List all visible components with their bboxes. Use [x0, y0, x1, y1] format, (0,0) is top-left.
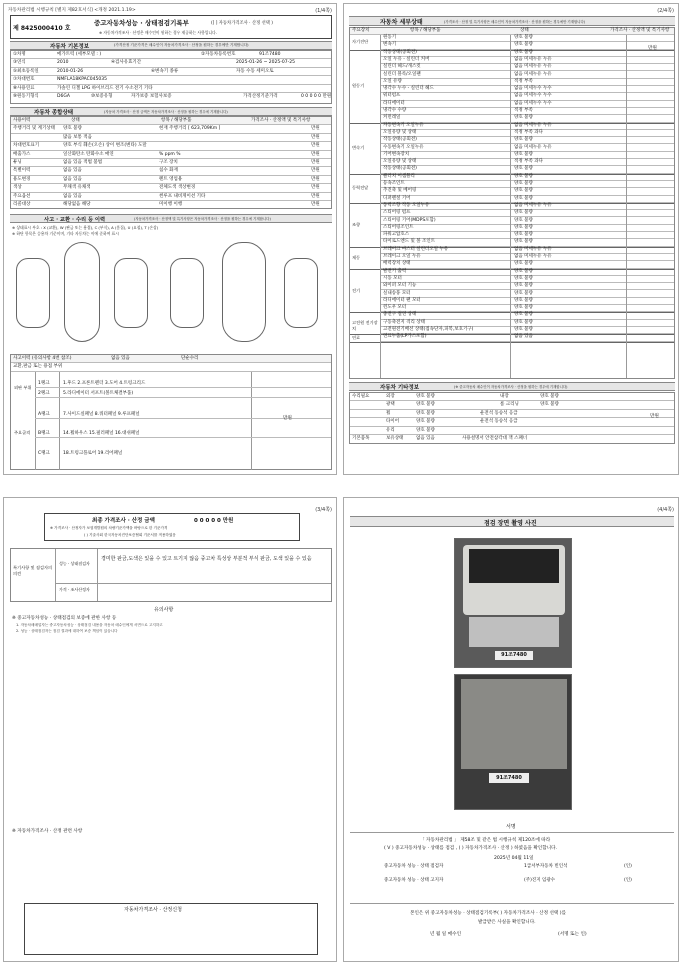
detail-row: 기어변속장치 양호 불량 — [380, 152, 674, 159]
detail-row: 충전구 절연 상태 양호 불량 — [380, 312, 674, 319]
summary-row: 배출가스 일산화탄소 탄화수소 매연 % ppm % 만원 — [11, 151, 331, 159]
other-row: 기본품목 보유상태 없음 있음 사용설명서 안전삼각대 잭 스패너 — [352, 436, 528, 441]
detail-row: 시동 모터 양호 불량 — [380, 276, 674, 283]
truck-rear-photo — [454, 674, 572, 810]
other-table — [349, 392, 675, 444]
other-amount: 만원 — [650, 414, 659, 419]
summary-row: 주행거리 및 계기상태 양호 불량 현재 주행거리 [ 623,709Km ] 만원 — [11, 125, 331, 133]
detail-row: 라디에이터 팬 모터 양호 불량 — [380, 298, 674, 305]
detail-row: 발전기 출력 양호 불량 — [380, 269, 674, 276]
divider — [380, 35, 381, 378]
detail-row: 실내송풍 모터 양호 불량 — [380, 291, 674, 298]
page-2 — [343, 3, 679, 475]
inspector-label: 성능 · 상태점검자 — [59, 561, 90, 566]
basic-row: ⑧사용연료 가솔린 디젤 LPG 하이브리드 전기 수소전기 기타 — [11, 85, 331, 93]
detail-row: 구동축전지 격리 상태 양호 불량 — [380, 320, 674, 327]
detail-table — [349, 27, 675, 379]
bottom-line-3: 년 월 일 매수인 — [430, 932, 462, 937]
detail-row: 냉각수 누수 - 실린더 헤드 없음 미세누수 누수 — [380, 86, 674, 93]
outer-label: 외판 부위 — [14, 385, 32, 390]
car-right-frame-icon — [284, 258, 318, 328]
detail-amount: 만원 — [648, 46, 657, 51]
bottom-line-1: 본인은 위 중고자동차성능 · 상태점검기록부( ) 자동차가격조사 · 산정 선택 )를 — [410, 911, 567, 916]
total-label: 최종 가격조사 · 산정 금액 — [92, 518, 155, 524]
basic-info-note: (가격산정 기준가격은 매수인이 자동차가격조사 · 산정을 원하는 경우에만 기재합니다) — [114, 43, 249, 47]
rank-row: A랭크 7.사이드실패널 8.쿼터패널 9.루프패널 — [35, 411, 331, 419]
summary-row: 튜닝 없음 있음 적법 불법 구조 장치 만원 — [11, 159, 331, 167]
detail-row: 커먼레일 양호 불량 — [380, 115, 674, 122]
summary-row: 리콜대상 해당없음 해당 미이행 이행 만원 — [13, 202, 320, 207]
accident-table — [10, 354, 332, 470]
divider — [350, 903, 674, 904]
accident-amount: 만원 — [283, 416, 292, 421]
detail-row: 디퍼렌셜 기어 양호 불량 — [380, 196, 674, 203]
detail-row: 실린더 헤드/개스킷 없음 미세누유 누유 — [380, 64, 674, 71]
detail-row: 추진축 및 베어링 양호 불량 — [380, 188, 674, 195]
car-right-side-icon — [114, 258, 148, 328]
detail-row: 워터펌프 없음 미세누수 누수 — [380, 93, 674, 100]
accident-legend: ※ 상태표시 부호 : X (교환), W (판금 또는 용접), C (부식), A (흠집), U (요철), T (손상) — [12, 225, 159, 230]
title-note: ※ 자동차가격조사 · 산정은 매수인이 원하는 경우 제공하는 사항입니다. — [99, 30, 217, 35]
detail-row: 연료누출(LP가스포함) 없음 있음 — [380, 334, 674, 341]
detail-row: 와이퍼 모터 기능 양호 불량 — [380, 283, 674, 290]
special-label: 특기사항 및 점검자의 의견 — [13, 565, 53, 576]
detail-group-label: 제동 — [352, 254, 361, 260]
accident-title: 사고 · 교환 · 수리 등 이력 — [44, 217, 106, 223]
grille — [469, 617, 559, 647]
detail-row: 스티어링 펌프 양호 불량 — [380, 210, 674, 217]
detail-row: 작동상태(공회전) 양호 불량 — [380, 50, 674, 57]
front-plate: 91조7480 — [495, 651, 533, 660]
summary-row: 많음 보통 적음 만원 — [11, 134, 331, 142]
detail-row: 자동변속기 오일누유 없음 미세누유 누유 — [380, 123, 674, 130]
basic-row: ①차명 메가트럭 (세부모델 : ) ②자동차등록번호 91조7480 — [11, 51, 331, 59]
title-option: ([ ] 자동차가격조사 · 산정 선택 ) — [211, 21, 273, 26]
detail-row: 냉각수 수량 적정 부족 — [380, 108, 674, 115]
notice-h1: ※ 중고자동차성능 · 상태점검의 보증에 관한 사항 등 — [12, 616, 117, 621]
summary-row: 차대번호표기 양호 부식 훼손(오손) 상이 변조(변타) 도말 만원 — [11, 142, 331, 150]
detail-row: 작동상태(공회전) 양호 불량 — [380, 137, 674, 144]
car-left-side-icon — [16, 258, 50, 328]
detail-row: 윈도우 모터 양호 불량 — [380, 305, 674, 312]
detail-row: 동력조향 작동 오일누유 없음 미세누유 누유 — [380, 203, 674, 210]
basic-info-title: 자동차 기본정보 — [50, 44, 90, 50]
car-frame-icon — [222, 242, 266, 342]
car-top-view-icon — [64, 242, 100, 342]
sign-row: 중고자동차 성능 · 상태 점검자 1급서부자동차 빈인석 (인) — [384, 864, 632, 869]
total-note: ※ 가격조사 · 산정자가 보험개발원의 차량기준가액을 바탕으로 한 기준가격 — [50, 526, 168, 530]
detail-row: 배력장치 상태 양호 불량 — [380, 261, 674, 268]
doc-number: 제 8425000410 호 — [13, 25, 71, 32]
notice-line: 1. 자동차매매업자는 중고자동차성능 · 상태점검 내용을 자동차 매수인에게 서면으로 고지하고 — [16, 623, 163, 627]
detail-row: 브레이크 마스터 실린더오일 누유 없음 미세누유 누유 — [380, 247, 674, 254]
cargo-door — [461, 679, 567, 769]
summary-head-row: 사용이력 상태 항목 / 해당부품 가격조사 · 산정액 및 특기사항 — [11, 117, 331, 125]
law-line-1: 「 자동차관리법 」 제58조 및 같은 법 시행규칙 제120조에 따라 — [420, 838, 551, 843]
notice-body — [16, 623, 326, 823]
summary-note: (자동차 가격조사 · 산정 금액은 자동차가격조사 · 산정을 원하는 경우에 기재합니다) — [104, 110, 228, 114]
other-note: (※ 중고자동차 매수인이 자동차가격조사 · 산정을 원하는 경우에 기재합니다) — [454, 385, 568, 389]
summary-row: 주요옵션 없음 있음 썬루프 내비게이션 기타 만원 — [11, 193, 331, 201]
other-row: 휠 양호 불량 운전석 동승석 응급 — [350, 410, 674, 418]
detail-row: 파워고압호스 양호 불량 — [380, 232, 674, 239]
rank-row: 1랭크 1.후드 2.프론트펜더 3.도어 4.트렁크리드 — [35, 380, 331, 388]
detail-row: 작동상태(공회전) 양호 불량 — [380, 166, 674, 173]
detail-row: 라디에이터 없음 미세누수 누수 — [380, 101, 674, 108]
page4-number: (4/4쪽) — [657, 507, 674, 513]
detail-row: 원동기 양호 불량 — [380, 35, 674, 42]
bottom-line-4: (서명 또는 인) — [558, 932, 587, 937]
page1-number: (1/4쪽) — [315, 8, 332, 14]
page3-number: (3/4쪽) — [315, 507, 332, 513]
other-row: 타이어 양호 불량 운전석 동승석 응급 — [350, 418, 674, 426]
detail-group-label: 고전원 전기장치 — [352, 320, 378, 332]
sign-title: 서명 — [506, 824, 516, 830]
rank-row: B랭크 14.휠하우스 15.필러패널 16.대쉬패널 — [35, 430, 331, 438]
detail-group-label: 전기 — [352, 287, 361, 293]
detail-row: 클러치 어셈블리 양호 불량 — [380, 174, 674, 181]
sign-date: 2025년 04월 11일 — [494, 856, 534, 861]
other-row: 광택 양호 불량 룸 크리닝 양호 불량 — [350, 401, 674, 409]
total-note2: ( ) 기술사회 한국자동차진단보증협회 기준서를 적용하였음 — [84, 533, 176, 537]
page1-header: 자동차관리법 시행규칙 [별지 제82호서식] <개정 2021.1.19> — [8, 8, 136, 13]
divider — [55, 549, 56, 601]
car-diagram-frame — [164, 238, 324, 348]
detail-title: 자동차 세부상태 — [380, 19, 423, 26]
divider — [55, 583, 331, 584]
divider — [510, 35, 511, 378]
detail-note: (가격조사 · 산정 및 특기사항은 매수인이 자동차가격조사 · 산정을 원하는 경우에만 기재합니다) — [444, 20, 586, 24]
accident-legend2: ※ 하단 항목은 승용차 기준이며, 기타 자동차는 이에 준하여 표시 — [12, 231, 119, 236]
summary-row: 색상 무채색 유채색 전체도색 색상변경 만원 — [11, 184, 331, 192]
detail-row: 등속조인트 양호 불량 — [380, 181, 674, 188]
detail-row: 오일 누유 - 실린더 커버 없음 미세누유 누유 — [380, 57, 674, 64]
detail-row: 오일유량 및 상태 적정 부족 과다 — [380, 130, 674, 137]
summary-row: 특별이력 없음 있음 침수 화재 만원 — [11, 167, 331, 175]
photo-title: 점검 장면 촬영 사진 — [484, 520, 537, 527]
detail-group-label: 동력전달 — [352, 185, 369, 191]
page1-title: 중고자동차성능 · 상태점검기록부 — [94, 19, 189, 27]
page-4 — [343, 497, 679, 962]
other-row: 수리필요 외장 양호 불량 내장 양호 불량 — [350, 393, 674, 401]
detail-row: 브레이크 오일 누유 없음 미세누유 누유 — [380, 254, 674, 261]
detail-row: 오일유량 및 상태 적정 부족 과다 — [380, 159, 674, 166]
detail-row: 변속기 양호 불량 — [380, 42, 674, 49]
total-value: 0 0 0 0 0 만원 — [194, 518, 234, 524]
detail-row: 스티어링조인트 양호 불량 — [380, 225, 674, 232]
sign-rows — [384, 863, 644, 893]
basic-info-table — [10, 50, 332, 104]
basic-row: ⑦차대번호 NMFLA18KPAC045035 — [11, 76, 331, 84]
page2-number: (2/4쪽) — [657, 8, 674, 14]
law-line-2: ( V ) 중고자동차성능 · 상태를 점검 , ( ) 자동차가격조사 · 산정 ) 하였음을 확인합니다. — [384, 846, 557, 851]
inspector-opinion: 경미한 판금,도색은 있을 수 있고 트기지 않음 중고차 특성상 부분적 부식 판금, 도색 있을 수 있음 — [101, 556, 312, 562]
detail-group-label: 원동기 — [352, 83, 365, 89]
windshield — [469, 549, 559, 583]
detail-row: 실린더 블록/오일팬 없음 미세누유 누유 — [380, 72, 674, 79]
summary-title: 자동차 종합상태 — [34, 110, 74, 116]
detail-group-label: 자기진단 — [352, 39, 369, 45]
basic-row: ⑤최초등록일 2010-01-26 ⑥변속기 종류 자동 수동 세미오토 — [11, 68, 331, 76]
detail-group-label: 연료 — [352, 334, 361, 340]
detail-row: 오일 유량 적정 부족 — [380, 79, 674, 86]
rear-plate: 91조7480 — [489, 773, 529, 783]
car-left-frame-icon — [170, 258, 204, 328]
detail-row: 타이로드엔드 및 볼 조인트 양호 불량 — [380, 239, 674, 246]
ask-title: 자동차가격조사 · 산정신청 — [124, 907, 182, 913]
other-row: 유리 양호 불량 — [350, 427, 674, 435]
rank-row: 2랭크 5.라디에이터 서포트(볼트체결부품) — [35, 390, 331, 398]
car-diagram-outer — [12, 238, 152, 348]
main-frame-label: 주요골격 — [14, 430, 31, 435]
detail-row: 고전원전기배선 상태(접속단자,피복,보호기구) 양호 불량 — [380, 327, 674, 334]
accident-note: (자동차가격조사 · 산정액 및 특기사항은 자동차가격조사 · 산정을 원하는 경우에 기재합니다) — [134, 217, 271, 221]
divider — [626, 35, 627, 378]
basic-row: ⑨원동기형식 D6GA ⑩보증유형 자가보증 보험사보증 가격산정기준가격 0 0 0 0 0 만원 — [13, 94, 332, 99]
other-title: 자동차 기타정보 — [380, 385, 420, 391]
notice-title: 유의사항 — [154, 607, 174, 613]
page-3 — [3, 497, 337, 962]
accident-row: 사고이력 (유의사항 4번 참조) 없음 있음 단순수리 — [11, 355, 331, 363]
detail-row: 수동변속기 오일누유 없음 미세누유 누유 — [380, 145, 674, 152]
divider — [97, 549, 98, 601]
truck-front-photo — [454, 538, 572, 668]
notice-h2: ※ 자동차가격조사 · 산정 관련 사항 — [12, 829, 83, 834]
detail-head-row: 주요장치 항목 / 해당부품 상태 가격조사 · 산정액 및 특기사항 — [350, 28, 674, 35]
price-label: 가격 · 조사산정자 — [59, 587, 90, 592]
notice-line: 2. 성능 · 상태점검자는 점검 결과에 대하여 보증 책임이 있습니다 — [16, 628, 118, 633]
sign-row: 중고자동차 성능 · 상태 고지자 (주)진지 임광수 (인) — [384, 878, 632, 883]
summary-row: 용도변경 없음 있음 렌트 영업용 만원 — [11, 176, 331, 184]
bottom-line-2: 발급받은 사실을 확인합니다. — [478, 920, 536, 925]
summary-table — [10, 116, 332, 209]
detail-row: 스티어링 기어(MDPS포함) 양호 불량 — [380, 218, 674, 225]
detail-group-label: 조향 — [352, 221, 361, 227]
detail-group-label: 변속기 — [352, 145, 365, 151]
divider — [350, 832, 674, 833]
page-1 — [3, 3, 337, 475]
accident-row: 교환,판금 또는 용접 부위 — [11, 363, 331, 371]
special-table — [10, 548, 332, 602]
basic-row: ③연식 2010 ④검사유효기간 2025-01-26 ~ 2025-07-25 — [11, 59, 331, 67]
rank-row: C랭크 18.트렁크플로어 19.리어패널 — [38, 451, 123, 456]
